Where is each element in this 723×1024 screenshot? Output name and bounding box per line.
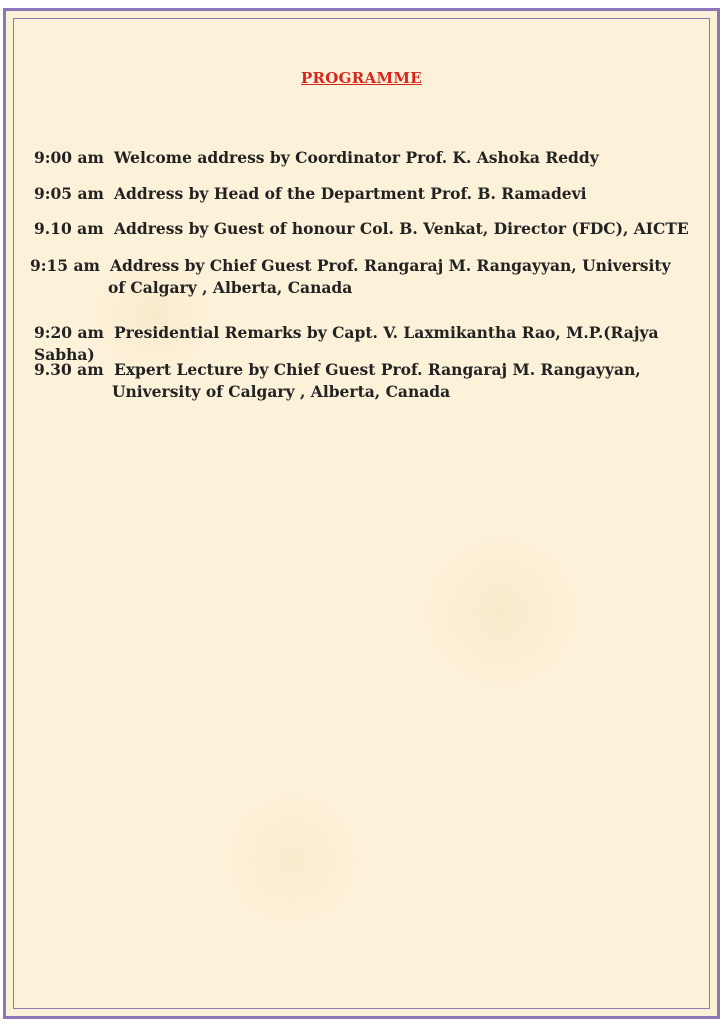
entry-text: Address by Chief Guest Prof. Rangaraj M. Rangayyan, University — [110, 256, 671, 275]
entry-time: 9:00 am — [34, 148, 104, 167]
page-title: PROGRAMME — [300, 69, 423, 87]
schedule-entry — [30, 255, 699, 299]
entry-continuation: of Calgary , Alberta, Canada — [108, 278, 353, 297]
entry-text: Presidential Remarks by Capt. V. Laxmikantha Rao, M.P.(Rajya Sabha) — [34, 323, 659, 364]
entry-text: Welcome address by Coordinator Prof. K. Ashoka Reddy — [114, 148, 599, 167]
schedule-entry — [34, 218, 699, 240]
entry-text: Address by Head of the Department Prof. B. Ramadevi — [114, 184, 587, 203]
entry-continuation: University of Calgary , Alberta, Canada — [112, 382, 451, 401]
page-content — [13, 18, 710, 1009]
entry-text: Address by Guest of honour Col. B. Venkat, Director (FDC), AICTE — [114, 219, 689, 238]
schedule-entry — [34, 359, 699, 403]
entry-time: 9:05 am — [34, 184, 104, 203]
entry-time: 9.30 am — [34, 360, 104, 379]
schedule-entry — [34, 147, 699, 169]
schedule-entry — [34, 183, 699, 205]
entry-time: 9:20 am — [34, 323, 104, 342]
entry-time: 9.10 am — [34, 219, 104, 238]
entry-time: 9:15 am — [30, 256, 100, 275]
page-border — [3, 8, 720, 1019]
entry-text: Expert Lecture by Chief Guest Prof. Rangaraj M. Rangayyan, — [114, 360, 641, 379]
